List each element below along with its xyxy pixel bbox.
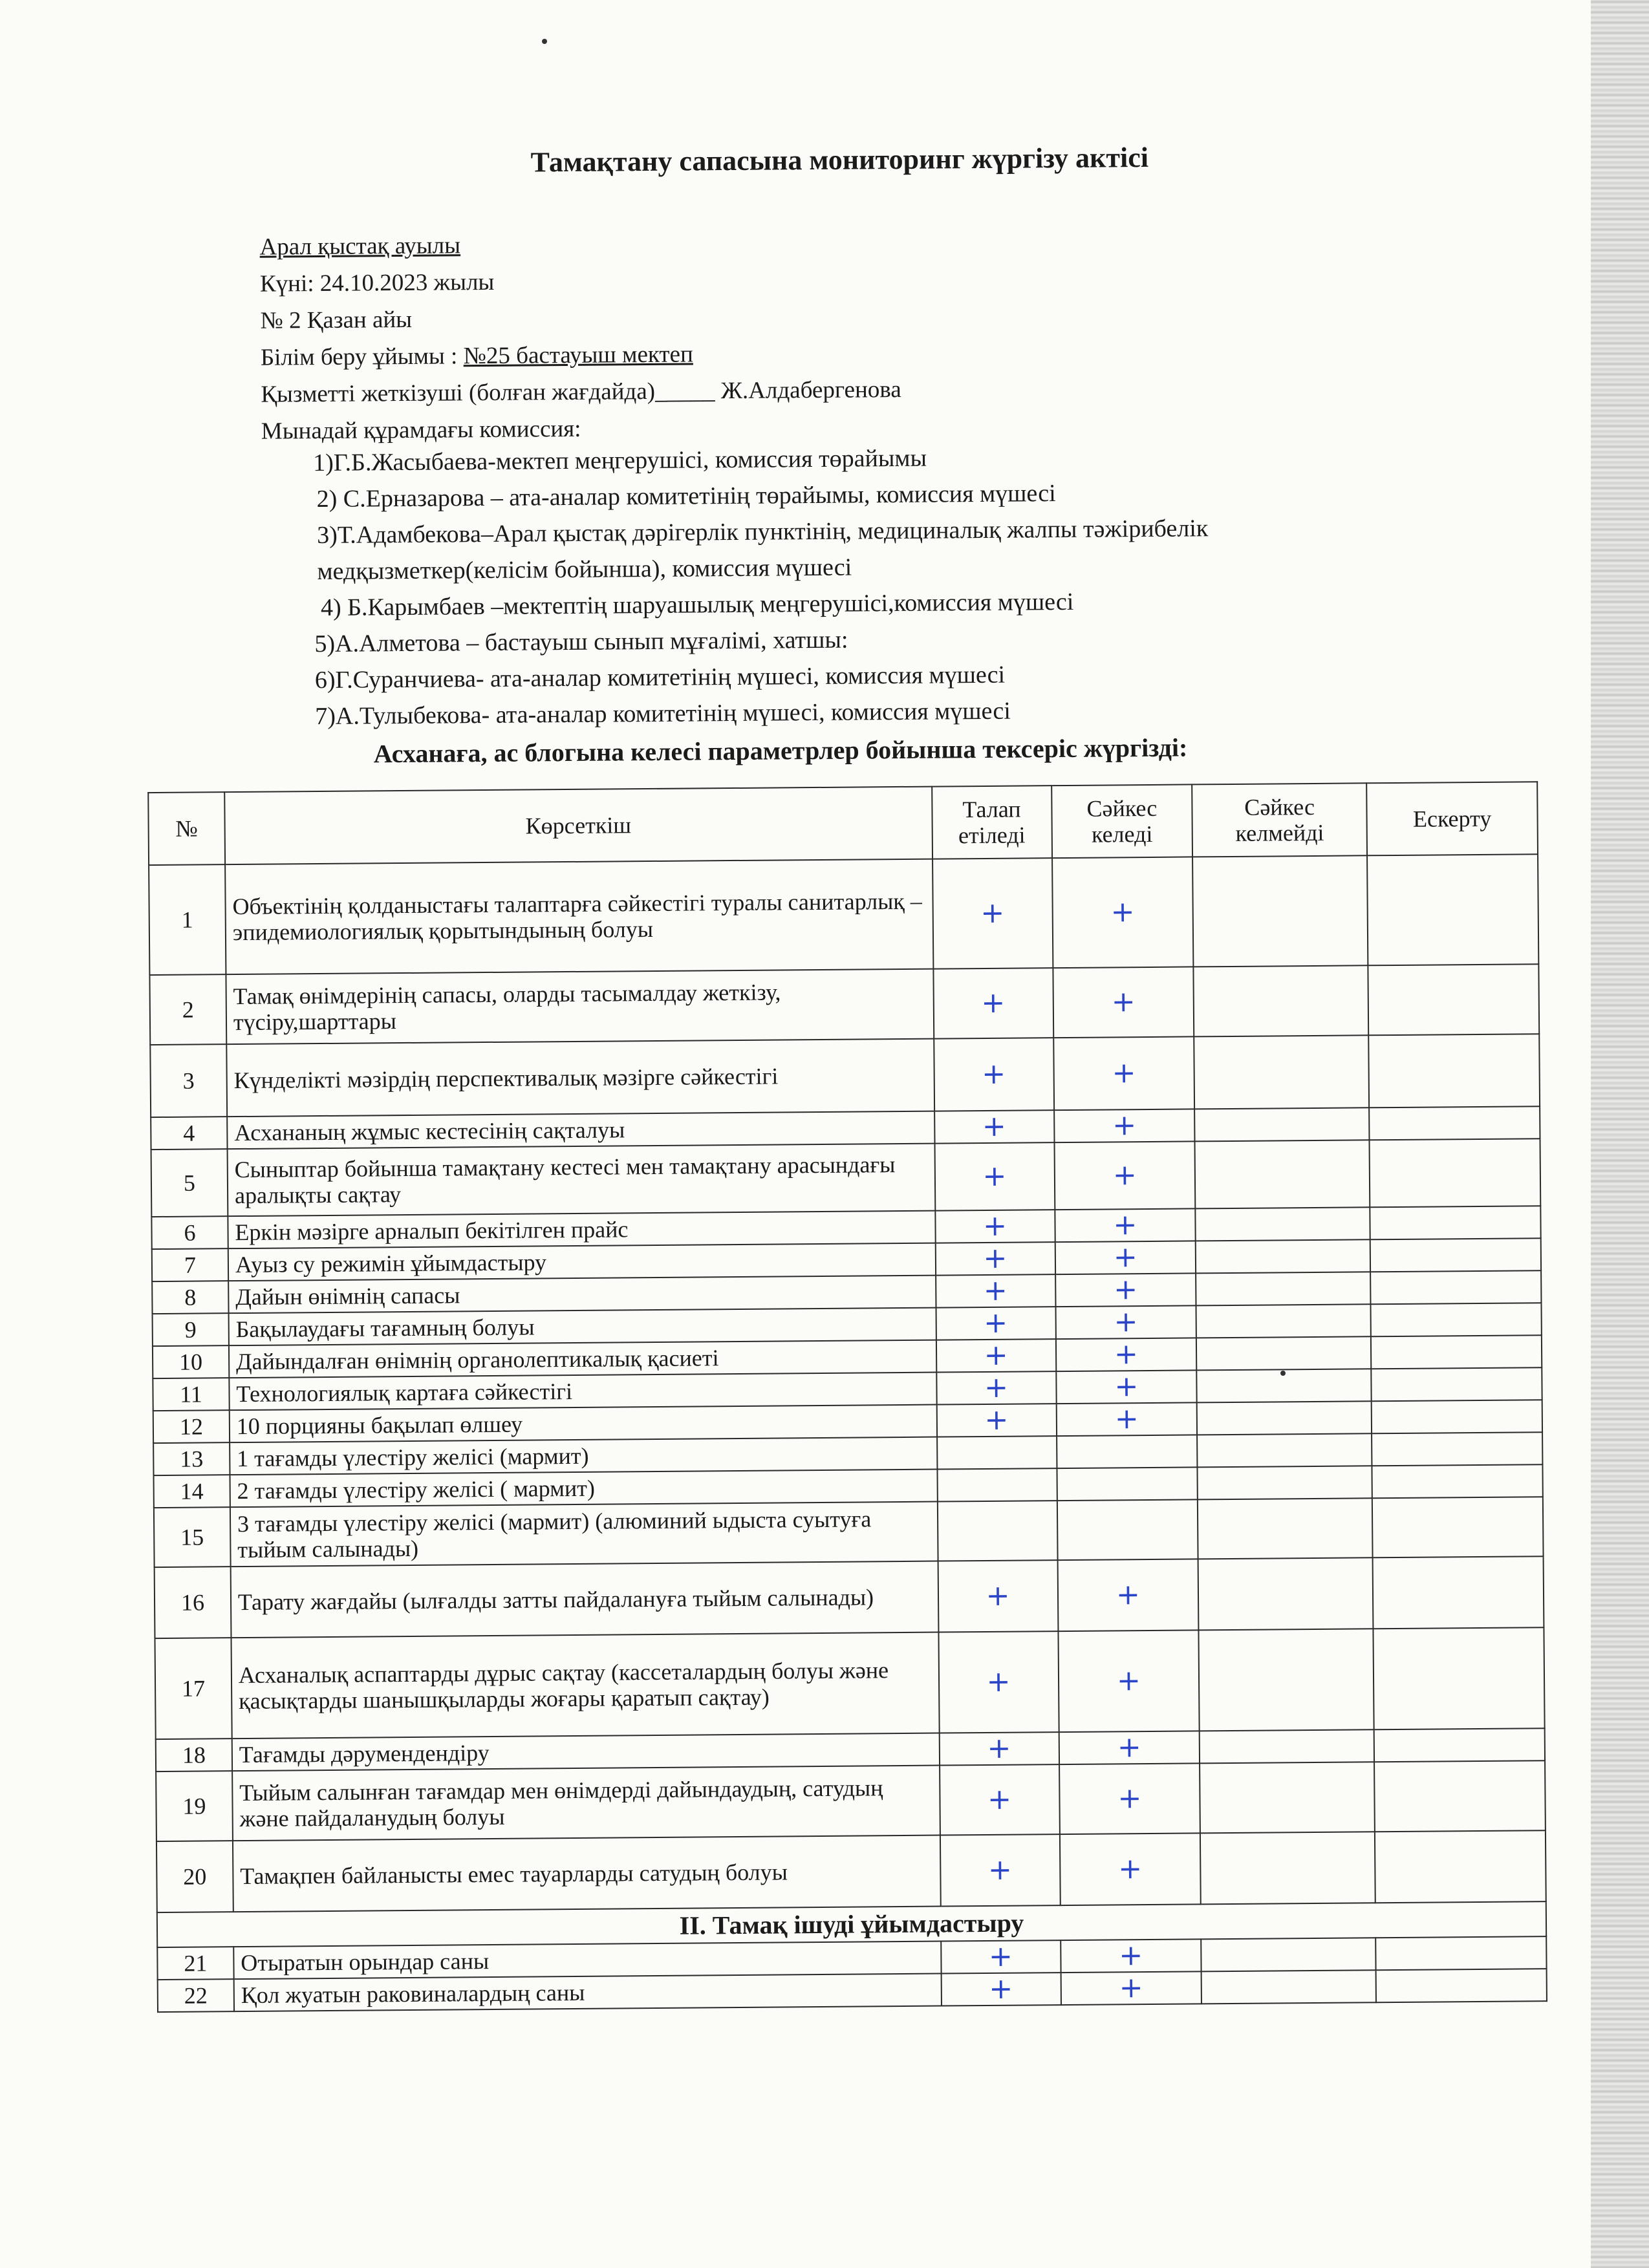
row-number: 10: [153, 1345, 229, 1378]
row-required-mark: +: [941, 1973, 1061, 2006]
row-indicator: Технологиялық картаға сәйкестігі: [229, 1373, 936, 1411]
row-noncompliant-mark: [1195, 1140, 1370, 1208]
row-noncompliant-mark: [1196, 1272, 1370, 1305]
row-noncompliant-mark: [1197, 1369, 1372, 1402]
row-noncompliant-mark: [1194, 1035, 1370, 1109]
row-note: [1376, 1969, 1547, 2002]
row-note: [1374, 1627, 1545, 1729]
row-noncompliant-mark: [1202, 1938, 1376, 1971]
col-header-compliant: Сәйкес келеді: [1051, 784, 1193, 858]
table-row: [155, 1556, 1544, 1638]
row-noncompliant-mark: [1198, 1466, 1372, 1499]
row-note: [1370, 1139, 1541, 1207]
member-line: медқызметкер(келісім бойынша), комиссия мүшесі: [317, 553, 852, 586]
row-indicator: Асханалық аспаптарды дұрыс сақтау (кассеталардың болуы және қасықтарды шанышқыларды жоғары қаратып сақтау): [231, 1632, 939, 1739]
row-indicator: 2 тағамды үлестіру желісі ( мармит): [230, 1470, 937, 1508]
supplier-line: [261, 371, 901, 413]
row-noncompliant-mark: [1198, 1557, 1374, 1630]
row-number: 14: [154, 1475, 230, 1508]
member-line: 6)Г.Суранчиева- ата-аналар комитетінің мүшесі, комиссия мүшесі: [314, 661, 1006, 694]
inspection-table: [147, 781, 1547, 2013]
row-compliant-mark: +: [1054, 1109, 1195, 1142]
row-compliant-mark: [1057, 1499, 1198, 1560]
row-compliant-mark: +: [1055, 1305, 1196, 1339]
col-header-note: Ескерту: [1366, 782, 1538, 855]
row-compliant-mark: +: [1054, 1141, 1196, 1210]
row-note: [1375, 1830, 1546, 1903]
row-compliant-mark: +: [1055, 1273, 1196, 1307]
organization-value: №25 бастауыш мектеп: [463, 341, 693, 370]
member-line: 2) С.Ерназарова – ата-аналар комитетінің төрайымы, комиссия мүшесі: [316, 480, 1056, 513]
inspection-heading: Асханаға, ас блогына келесі параметрлер бойынша тексеріс жүргізді:: [373, 733, 1188, 769]
col-header-noncompliant: Сәйкес келмейді: [1192, 783, 1368, 857]
member-line: 5)А.Алметова – бастауыш сынып мұғалімі, хатшы:: [314, 626, 848, 658]
row-note: [1371, 1335, 1542, 1369]
row-compliant-mark: +: [1052, 857, 1194, 968]
row-required-mark: +: [938, 1560, 1058, 1632]
row-required-mark: +: [936, 1274, 1055, 1307]
row-indicator: Тамақ өнімдерінің сапасы, оларды тасымалдау жеткізу, түсіру,шарттары: [226, 969, 934, 1045]
member-line: 3)Т.Адамбекова–Арал қыстақ дәрігерлік пунктінің, медициналық жалпы тәжірибелік: [316, 515, 1209, 550]
row-compliant-mark: [1057, 1467, 1198, 1501]
row-indicator: Дайындалған өнімнің органолептикалық қасиеті: [229, 1340, 936, 1378]
organization-line: [261, 334, 901, 376]
village-line: Арал қыстақ ауылы: [259, 232, 461, 261]
member-line: 7)А.Тулыбекова- ата-аналар комитетінің мүшесі, комиссия мүшесі: [315, 697, 1011, 731]
row-indicator: Ауыз су режимін ұйымдастыру: [228, 1243, 936, 1281]
commission-members: [313, 438, 1210, 734]
col-header-indicator: Көрсеткіш: [224, 787, 932, 865]
row-indicator: Дайын өнімнің сапасы: [228, 1276, 936, 1314]
row-compliant-mark: +: [1053, 967, 1194, 1038]
row-required-mark: +: [940, 1764, 1060, 1835]
row-noncompliant-mark: [1194, 1107, 1369, 1141]
row-note: [1375, 1936, 1546, 1970]
row-required-mark: +: [934, 1038, 1054, 1111]
row-noncompliant-mark: [1199, 1629, 1374, 1731]
supplier-label: Қызметті жеткізуші (болған жағдайда)_____: [261, 378, 721, 408]
col-header-required: Талап етіледі: [932, 786, 1052, 859]
row-required-mark: +: [941, 1940, 1061, 1973]
row-number: 17: [155, 1638, 232, 1739]
table-row: [149, 854, 1538, 975]
row-noncompliant-mark: [1196, 1304, 1371, 1338]
row-note: [1372, 1464, 1543, 1498]
row-required-mark: +: [932, 858, 1053, 968]
row-noncompliant-mark: [1196, 1207, 1370, 1241]
row-required-mark: [937, 1468, 1057, 1501]
col-header-num: №: [148, 792, 225, 865]
scan-edge-shadow: [1591, 0, 1649, 2268]
row-indicator: Сыныптар бойынша тамақтану кестесі мен тамақтану арасындағы аралықты сақтау: [227, 1144, 935, 1217]
row-required-mark: [937, 1501, 1057, 1561]
header-info: [259, 224, 901, 450]
row-noncompliant-mark: [1200, 1729, 1374, 1763]
row-required-mark: +: [935, 1242, 1055, 1275]
row-compliant-mark: +: [1055, 1338, 1196, 1371]
row-note: [1372, 1400, 1542, 1433]
commission-intro: Мынадай құрамдағы комиссия:: [261, 415, 581, 445]
row-note: [1368, 1034, 1540, 1107]
row-compliant-mark: +: [1056, 1370, 1197, 1404]
row-compliant-mark: +: [1059, 1763, 1201, 1834]
row-number: 4: [151, 1117, 227, 1150]
row-noncompliant-mark: [1192, 855, 1368, 967]
row-note: [1370, 1206, 1540, 1239]
row-note: [1371, 1367, 1542, 1401]
row-compliant-mark: +: [1053, 1036, 1195, 1110]
row-compliant-mark: +: [1058, 1630, 1200, 1732]
row-number: 21: [157, 1947, 233, 1980]
row-compliant-mark: +: [1061, 1939, 1202, 1973]
supplier-value: Ж.Алдабергенова: [720, 376, 901, 405]
row-required-mark: +: [936, 1371, 1056, 1404]
document-page: [155, 105, 1546, 2009]
row-note: [1370, 1238, 1541, 1272]
row-required-mark: [937, 1436, 1057, 1469]
row-number: 3: [150, 1044, 227, 1117]
row-number: 12: [153, 1410, 230, 1443]
row-note: [1371, 1303, 1542, 1336]
number-month-line: № 2 Қазан айы: [260, 306, 413, 334]
row-required-mark: +: [939, 1732, 1059, 1765]
row-indicator: Тыйым салынған тағамдар мен өнімдерді дайындаудың, сатудың және пайдаланудың болуы: [232, 1766, 940, 1841]
row-note: [1372, 1432, 1542, 1466]
row-required-mark: +: [938, 1631, 1059, 1733]
row-number: 2: [149, 974, 226, 1045]
table-row: [149, 964, 1539, 1045]
row-number: 9: [153, 1313, 229, 1346]
row-note: [1373, 1556, 1544, 1629]
table-body: [149, 854, 1547, 2012]
table-row: [154, 1497, 1544, 1567]
table-row: [150, 1034, 1540, 1117]
member-line: 4) Б.Карымбаев –мектептің шаруашылық меңгерушісі,комиссия мүшесі: [320, 588, 1074, 622]
row-noncompliant-mark: [1197, 1433, 1372, 1467]
row-noncompliant-mark: [1196, 1239, 1370, 1273]
row-compliant-mark: +: [1055, 1208, 1196, 1242]
row-indicator: 1 тағамды үлестіру желісі (мармит): [230, 1437, 937, 1475]
row-required-mark: +: [935, 1210, 1055, 1243]
row-compliant-mark: [1057, 1435, 1198, 1468]
row-noncompliant-mark: [1194, 965, 1369, 1036]
row-required-mark: +: [934, 1142, 1055, 1210]
row-number: 20: [156, 1841, 233, 1912]
section-title: II. Тамақ ішуді ұйымдастыру: [157, 1901, 1546, 1947]
row-compliant-mark: +: [1057, 1559, 1199, 1631]
row-note: [1367, 854, 1538, 965]
row-noncompliant-mark: [1196, 1336, 1371, 1370]
row-indicator: Тағамды дәрумендендіру: [232, 1733, 940, 1771]
row-note: [1374, 1760, 1546, 1832]
row-required-mark: +: [936, 1307, 1055, 1340]
row-noncompliant-mark: [1202, 1970, 1376, 2004]
table-row: [156, 1760, 1546, 1841]
member-line: 1)Г.Б.Жасыбаева-мектеп меңгерушісі, комиссия төрайымы: [313, 444, 927, 477]
row-required-mark: +: [934, 1110, 1054, 1143]
row-indicator: Тарату жағдайы (ылғалды затты пайдалануға тыйым салынады): [231, 1561, 939, 1638]
row-compliant-mark: +: [1059, 1833, 1201, 1905]
scan-speck: [542, 39, 547, 44]
document-title: Тамақтану сапасына мониторинг жүргізу актісі: [530, 141, 1149, 178]
date-line: Күні: 24.10.2023 жылы: [259, 268, 495, 297]
row-compliant-mark: +: [1056, 1402, 1197, 1436]
organization-label: Білім беру ұйымы :: [260, 343, 464, 371]
row-indicator: Асхананың жұмыс кестесінің сақталуы: [227, 1111, 934, 1150]
row-indicator: Тамақпен байланысты емес тауарларды сатудың болуы: [233, 1835, 941, 1912]
row-required-mark: +: [936, 1339, 1056, 1372]
row-note: [1374, 1728, 1545, 1762]
row-number: 11: [153, 1378, 229, 1411]
table-header-row: [148, 782, 1538, 865]
row-number: 6: [151, 1216, 228, 1249]
row-note: [1372, 1497, 1544, 1557]
row-required-mark: +: [940, 1834, 1061, 1906]
row-indicator: Еркін мәзірге арналып бекітілген прайс: [228, 1211, 935, 1249]
row-number: 15: [154, 1507, 231, 1567]
row-indicator: 3 тағамды үлестіру желісі (мармит) (алюминий ыдыста суытуға тыйым салынады): [230, 1502, 938, 1567]
row-number: 18: [156, 1738, 232, 1771]
row-indicator: Қол жуатын раковиналардың саны: [234, 1974, 942, 2012]
row-noncompliant-mark: [1200, 1832, 1375, 1904]
row-compliant-mark: +: [1055, 1241, 1196, 1274]
row-number: 19: [156, 1771, 233, 1841]
row-required-mark: +: [933, 968, 1053, 1038]
row-number: 22: [158, 1979, 234, 2012]
row-noncompliant-mark: [1200, 1762, 1375, 1833]
row-indicator: Отыратын орындар саны: [233, 1942, 941, 1980]
row-required-mark: +: [936, 1404, 1056, 1437]
row-indicator: Объектінің қолданыстағы талаптарға сәйкестігі туралы санитарлық – эпидемиологиялық қорытындының болуы: [225, 859, 933, 975]
table-row: [155, 1627, 1544, 1739]
row-noncompliant-mark: [1197, 1401, 1372, 1435]
row-number: 8: [152, 1281, 228, 1314]
row-note: [1369, 1106, 1540, 1140]
row-indicator: Күнделікті мәзірдің перспективалық мәзірге сәйкестігі: [226, 1039, 934, 1117]
row-compliant-mark: +: [1059, 1731, 1200, 1764]
row-number: 5: [151, 1149, 228, 1217]
row-indicator: 10 порцияны бақылап өлшеу: [230, 1405, 937, 1443]
row-note: [1370, 1270, 1541, 1304]
row-number: 13: [153, 1442, 230, 1475]
row-noncompliant-mark: [1198, 1498, 1373, 1559]
row-note: [1368, 964, 1540, 1035]
row-number: 16: [155, 1567, 232, 1638]
table-row: [151, 1139, 1541, 1217]
row-number: 7: [152, 1248, 228, 1281]
table-row: [156, 1830, 1546, 1912]
row-compliant-mark: +: [1061, 1971, 1202, 2005]
row-indicator: Бақылаудағы тағамның болуы: [228, 1308, 936, 1346]
row-number: 1: [149, 864, 226, 975]
